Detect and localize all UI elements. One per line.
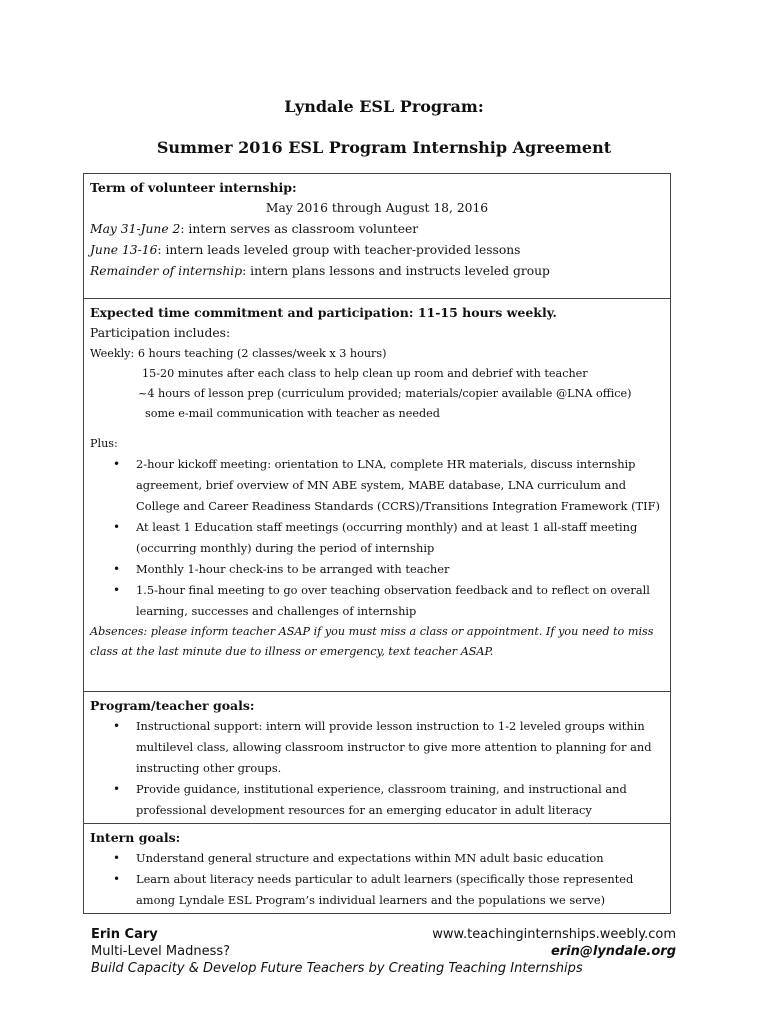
term-phase: June 13-16: intern leads leveled group with teacher-provided lessons xyxy=(90,243,521,257)
author-name: Erin Cary xyxy=(91,927,158,942)
list-item: • Instructional support: intern will provide lesson instruction to 1-2 leveled groups within multilevel class, allowing classroom instructor to give more attention to planning for and instructing other groups. xyxy=(136,716,664,779)
list-item: • At least 1 Education staff meetings (occurring monthly) and at least 1 all-staff meeting (occurring monthly) during the period of internship xyxy=(136,517,664,559)
absences-note: Absences: please inform teacher ASAP if you must miss a class or appointment. If you need to miss class at the last minute due to illness or emergency, text teacher ASAP. xyxy=(90,625,654,658)
list-item: • Provide guidance, institutional experience, classroom training, and instructional and professional development resources for an emerging educator in adult literacy xyxy=(136,779,664,821)
commitment-section xyxy=(84,299,671,692)
list-item: • 1.5-hour final meeting to go over teaching observation feedback and to reflect on overall learning, successes and challenges of internship xyxy=(136,580,664,622)
website-link[interactable]: www.teachinginternships.weebly.com xyxy=(432,927,676,942)
tagline: Multi-Level Madness? xyxy=(91,944,231,959)
term-heading: Term of volunteer internship: xyxy=(90,180,297,195)
program-goals-section xyxy=(84,692,671,824)
weekly-item: some e-mail communication with teacher as needed xyxy=(145,407,440,420)
program-goals-list xyxy=(90,716,664,821)
list-item: • Learn about literacy needs particular to adult learners (specifically those represented among Lyndale ESL Program’s individual learners and the populations we serve) xyxy=(136,869,664,911)
term-phase: May 31-June 2: intern serves as classroom volunteer xyxy=(90,222,419,236)
list-item: • 2-hour kickoff meeting: orientation to LNA, complete HR materials, discuss internship agreement, brief overview of MN ABE system, MABE database, LNA curriculum and College and Career Readiness Standards (CCRS)/Transitions Integration Framework (TIF) xyxy=(136,454,664,517)
term-section xyxy=(84,174,671,299)
list-item: • Understand general structure and expectations within MN adult basic education xyxy=(136,848,664,869)
intern-goals-heading: Intern goals: xyxy=(90,830,181,845)
plus-label: Plus: xyxy=(90,437,118,450)
program-goals-heading: Program/teacher goals: xyxy=(90,698,255,713)
term-dates: May 2016 through August 18, 2016 xyxy=(265,201,489,215)
footer xyxy=(91,926,676,977)
list-item: • Monthly 1-hour check-ins to be arranged with teacher xyxy=(136,559,664,580)
document-title: Lyndale ESL Program: xyxy=(284,97,484,116)
weekly-teaching: Weekly: 6 hours teaching (2 classes/week x 3 hours) xyxy=(90,347,387,360)
participation-intro: Participation includes: xyxy=(90,326,231,340)
email-link[interactable]: erin@lyndale.org xyxy=(550,944,676,959)
term-phase: Remainder of internship: intern plans lessons and instructs leveled group xyxy=(90,264,550,278)
agreement-table xyxy=(83,173,671,914)
document-subtitle: Summer 2016 ESL Program Internship Agreement xyxy=(156,138,612,157)
intern-goals-list xyxy=(90,848,664,911)
intern-goals-section xyxy=(84,824,671,914)
weekly-item: 15-20 minutes after each class to help clean up room and debrief with teacher xyxy=(142,367,588,380)
weekly-item: ~4 hours of lesson prep (curriculum provided; materials/copier available @LNA office) xyxy=(138,387,632,400)
slogan: Build Capacity & Develop Future Teachers by Creating Teaching Internships xyxy=(91,961,583,976)
commitment-list xyxy=(90,454,664,622)
commitment-heading: Expected time commitment and participation: 11-15 hours weekly. xyxy=(90,305,557,320)
